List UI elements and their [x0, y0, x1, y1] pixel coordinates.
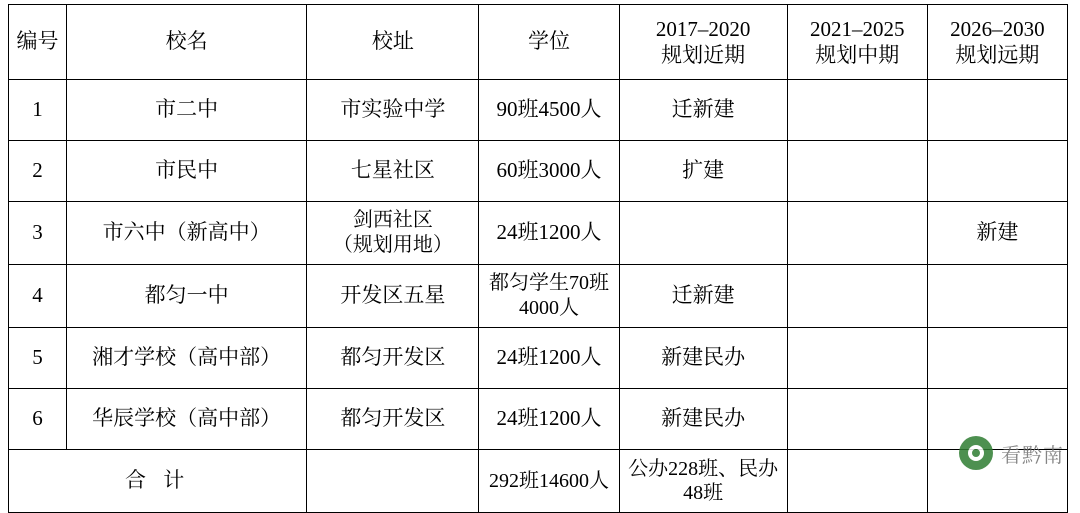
header-row [9, 5, 1068, 80]
column-header-seats: 学位 [479, 5, 619, 80]
table-row [9, 328, 1068, 389]
cell-mid-term [787, 141, 927, 202]
cell-seats: 24班1200人 [479, 202, 619, 265]
cell-mid-term [787, 202, 927, 265]
table-row [9, 141, 1068, 202]
cell-seats: 24班1200人 [479, 328, 619, 389]
cell-no: 4 [9, 265, 67, 328]
cell-mid-term [787, 389, 927, 450]
cell-school-name: 市民中 [67, 141, 307, 202]
cell-total-address [307, 450, 479, 513]
cell-mid-term [787, 328, 927, 389]
cell-seats: 90班4500人 [479, 80, 619, 141]
cell-near-term: 扩建 [619, 141, 787, 202]
cell-school-name: 市六中（新高中） [67, 202, 307, 265]
cell-total-seats: 292班14600人 [479, 450, 619, 513]
cell-no: 3 [9, 202, 67, 265]
table-body [9, 80, 1068, 513]
cell-far-term [927, 265, 1067, 328]
high-school-plan-table [8, 4, 1068, 513]
column-header-far-term: 2026–2030 规划远期 [927, 5, 1067, 80]
cell-address: 七星社区 [307, 141, 479, 202]
column-header-mid-term: 2021–2025 规划中期 [787, 5, 927, 80]
column-header-near-term: 2017–2020 规划近期 [619, 5, 787, 80]
plan-table-container [8, 4, 1068, 513]
cell-near-term: 迁新建 [619, 80, 787, 141]
cell-total-mid-term [787, 450, 927, 513]
cell-school-name: 市二中 [67, 80, 307, 141]
cell-no: 5 [9, 328, 67, 389]
table-total-row [9, 450, 1068, 513]
cell-address: 剑西社区 （规划用地） [307, 202, 479, 265]
table-row [9, 202, 1068, 265]
cell-school-name: 都匀一中 [67, 265, 307, 328]
cell-mid-term [787, 265, 927, 328]
cell-address: 市实验中学 [307, 80, 479, 141]
cell-far-term [927, 80, 1067, 141]
cell-total-label: 合 计 [9, 450, 307, 513]
cell-near-term [619, 202, 787, 265]
table-row [9, 265, 1068, 328]
column-header-address: 校址 [307, 5, 479, 80]
cell-no: 6 [9, 389, 67, 450]
cell-near-term: 新建民办 [619, 328, 787, 389]
cell-no: 2 [9, 141, 67, 202]
cell-near-term: 新建民办 [619, 389, 787, 450]
cell-near-term: 迁新建 [619, 265, 787, 328]
cell-address: 都匀开发区 [307, 389, 479, 450]
cell-far-term [927, 141, 1067, 202]
watermark [959, 436, 1064, 470]
cell-school-name: 湘才学校（高中部） [67, 328, 307, 389]
cell-school-name: 华辰学校（高中部） [67, 389, 307, 450]
circle-logo-icon [959, 436, 993, 470]
column-header-no: 编号 [9, 5, 67, 80]
cell-seats: 都匀学生70班 4000人 [479, 265, 619, 328]
cell-address: 开发区五星 [307, 265, 479, 328]
cell-seats: 24班1200人 [479, 389, 619, 450]
table-row [9, 389, 1068, 450]
cell-total-near-term: 公办228班、民办 48班 [619, 450, 787, 513]
watermark-label: 看黔南 [1001, 444, 1064, 467]
table-header [9, 5, 1068, 80]
cell-address: 都匀开发区 [307, 328, 479, 389]
table-row [9, 80, 1068, 141]
cell-seats: 60班3000人 [479, 141, 619, 202]
cell-far-term: 新建 [927, 202, 1067, 265]
cell-mid-term [787, 80, 927, 141]
cell-no: 1 [9, 80, 67, 141]
cell-far-term [927, 328, 1067, 389]
column-header-school-name: 校名 [67, 5, 307, 80]
